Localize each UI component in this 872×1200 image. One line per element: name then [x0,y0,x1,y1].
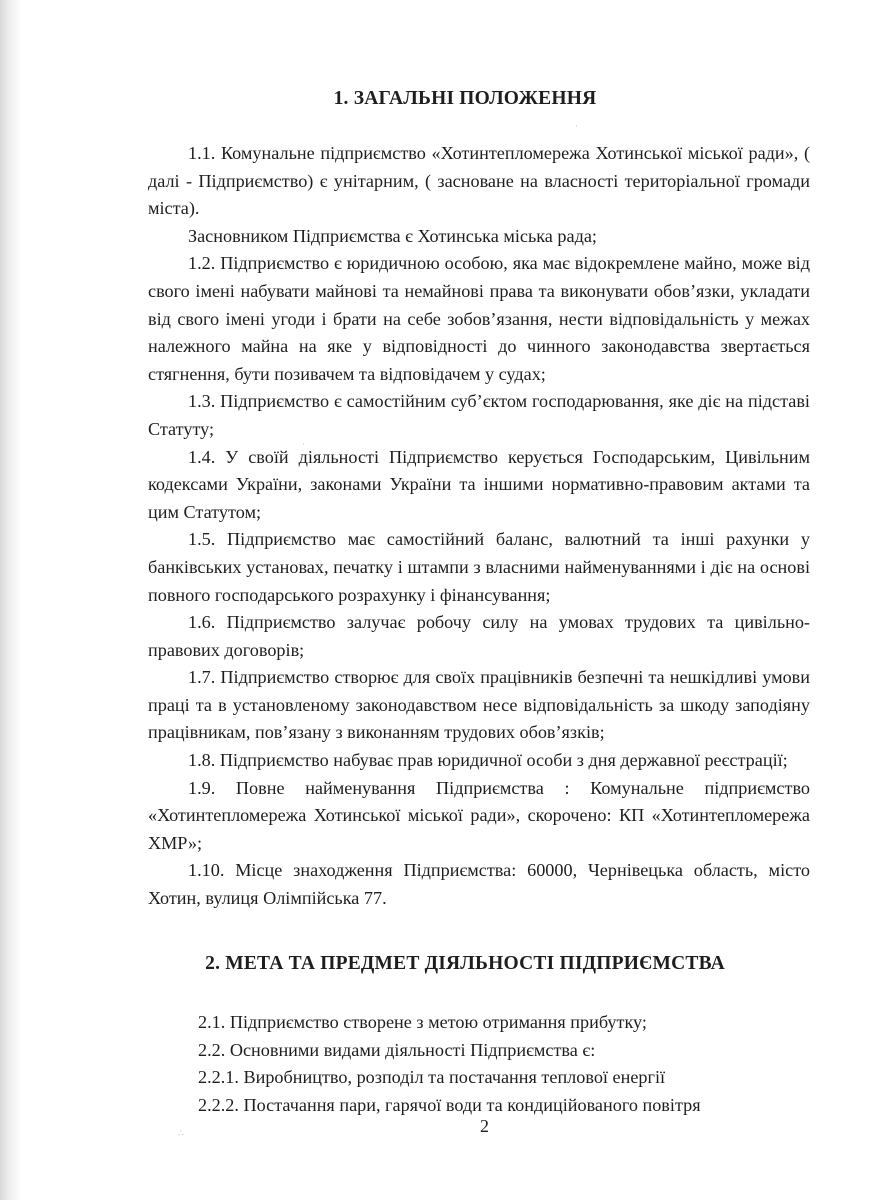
paragraph-2-1: 2.1. Підприємство створене з метою отримання прибутку; [198,1012,647,1032]
paragraph-1-1: 1.1. Комунальне підприємство «Хотинтепломережа Хотинської міської ради», ( далі - Підприємство) є унітарним, ( засноване на власності територіальної громади міста). [148,143,810,219]
paragraph-1-4: 1.4. У своїй діяльності Підприємство керується Господарським, Цивільним кодексами України, законами України та іншими нормативно-правовим актами та цим Статутом; [148,446,810,522]
section-1-body [148,140,810,913]
scan-speck: · [575,121,578,131]
paragraph-founder: Засновником Підприємства є Хотинська міська рада; [188,225,597,246]
scan-speck: · [302,439,305,449]
paragraph-1-10: 1.10. Місце знаходження Підприємства: 60000, Чернівецька область, місто Хотин, вулиця Олімпійська 77. [148,860,810,909]
paragraph-1-2: 1.2. Підприємство є юридичною особою, яка має відокремлене майно, може від свого імені набувати майнові та немайнові права та виконувати обов’язки, укладати від свого імені угоди і брати на себе зобов’язання, нести відповідальність у межах належного майна на яке у відповідності до чинного законодавства звертається стягнення, бути позивачем та відповідачем у судах; [148,253,810,384]
section-1-title: 1. ЗАГАЛЬНІ ПОЛОЖЕННЯ [333,88,597,109]
section-2-body [148,1009,810,1119]
page-number: 2 [480,1116,489,1136]
paragraph-1-9: 1.9. Повне найменування Підприємства : Комунальне підприємство «Хотинтепломережа Хотинської міської ради», скорочено: КП «Хотинтепломережа ХМР»; [148,777,810,853]
paragraph-2-2: 2.2. Основними видами діяльності Підприємства є: [198,1039,596,1060]
paragraph-1-8: 1.8. Підприємство набуває прав юридичної особи з дня державної реєстрації; [188,750,788,771]
paragraph-2-2-2: 2.2.2. Постачання пари, гарячої води та кондиційованого повітря [198,1094,701,1115]
paragraph-2-2-1: 2.2.1. Виробництво, розподіл та постачання теплової енергії [198,1067,666,1088]
paragraph-1-5: 1.5. Підприємство має самостійний баланс, валютний та інші рахунки у банківських установах, печатку і штампи з власними найменуваннями і діє на основі повного господарського розрахунку і фінансування; [148,529,810,605]
scan-speck: ∴ [178,1128,184,1138]
paragraph-1-7: 1.7. Підприємство створює для своїх працівників безпечні та нешкідливі умови праці та в установленому законодавством несе відповідальність за шкоду заподіяну працівникам, пов’язану з виконанням трудових обов’язків; [148,667,810,743]
section-2-title: 2. МЕТА ТА ПРЕДМЕТ ДІЯЛЬНОСТІ ПІДПРИЄМСТВА [205,953,725,974]
paragraph-1-6: 1.6. Підприємство залучає робочу силу на умовах трудових та цивільно-правових договорів; [148,612,810,660]
paragraph-1-3: 1.3. Підприємство є самостійним суб’єктом господарювання, яке діє на підставі Статуту; [148,391,810,439]
